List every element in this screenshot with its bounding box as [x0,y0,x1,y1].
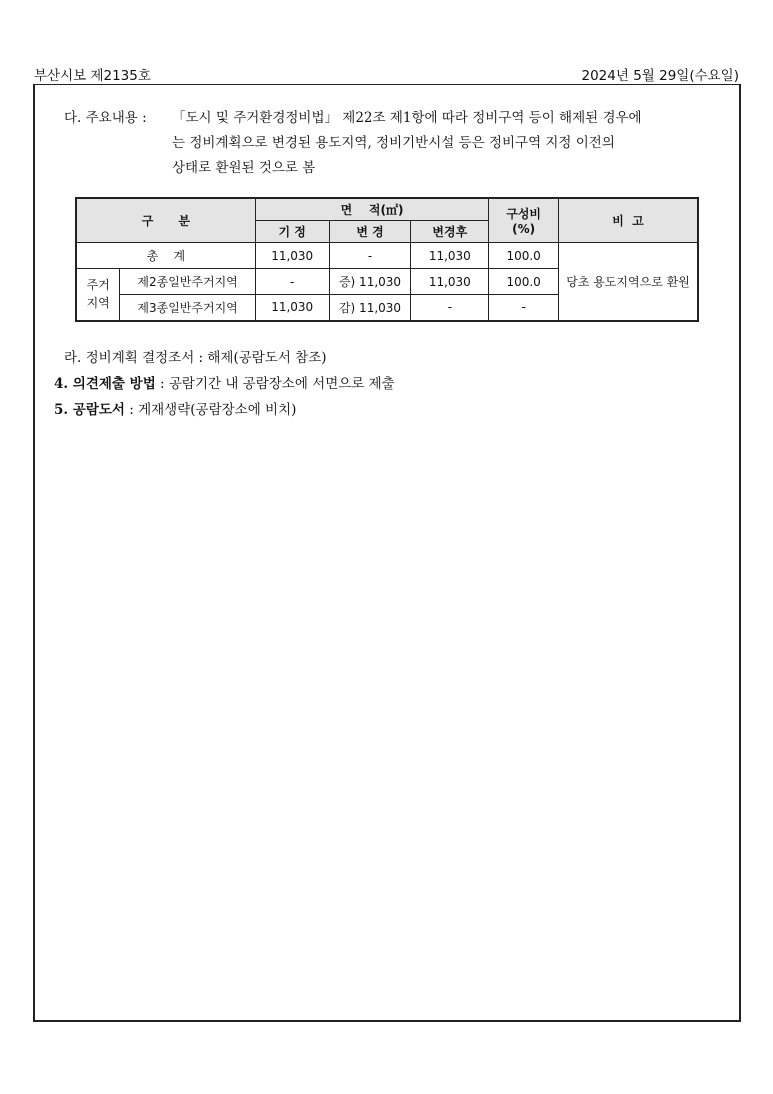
header-gubun: 구 분 [76,198,255,243]
section-ra: 라. 정비계획 결정조서 : 해제(공람도서 참조) [64,350,327,366]
gazette-issue: 부산시보 제2135호 [34,68,151,84]
section-da-line-1: 「도시 및 주거환경정비법」 제22조 제1항에 따라 정비구역 등이 해제된 경우에 [172,110,642,126]
row-gi: - [255,269,329,295]
row-after: - [411,295,489,321]
header-gi: 기 정 [255,221,329,243]
item-5-title: 5. 공람도서 [54,402,125,418]
row-label: 제2종일반주거지역 [120,269,255,295]
header-area: 면 적(㎡) [255,198,488,221]
row-byeon: 증) 11,030 [329,269,411,295]
group-label: 주거 지역 [76,269,120,321]
total-byeon: - [329,243,411,269]
gazette-date: 2024년 5월 29일(수요일) [581,68,739,84]
total-ratio: 100.0 [489,243,559,269]
row-label: 제3종일반주거지역 [120,295,255,321]
page-header [34,64,739,84]
row-ratio: 100.0 [489,269,559,295]
section-da-line-3: 상태로 환원된 것으로 봄 [172,160,316,176]
row-after: 11,030 [411,269,489,295]
header-byeon: 변 경 [329,221,411,243]
section-da-label: 다. 주요내용 : [64,110,147,126]
row-byeon: 감) 11,030 [329,295,411,321]
header-ratio: 구성비 (%) [489,198,559,243]
section-da-line-2: 는 정비계획으로 변경된 용도지역, 정비기반시설 등은 정비구역 지정 이전의 [172,135,615,151]
total-gi: 11,030 [255,243,329,269]
item-5 [54,398,296,418]
section-da [64,106,724,186]
item-4 [54,372,395,392]
item-4-title: 4. 의견제출 방법 [54,376,156,392]
header-after: 변경후 [411,221,489,243]
item-4-text: : 공람기간 내 공람장소에 서면으로 제출 [155,376,395,392]
note-cell: 당초 용도지역으로 환원 [559,243,698,321]
item-5-text: : 게재생략(공람장소에 비치) [124,402,297,418]
total-label: 총 계 [76,243,255,269]
total-after: 11,030 [411,243,489,269]
row-ratio: - [489,295,559,321]
row-gi: 11,030 [255,295,329,321]
header-note: 비 고 [559,198,698,243]
area-table [75,197,699,322]
table-row-total [76,243,698,269]
